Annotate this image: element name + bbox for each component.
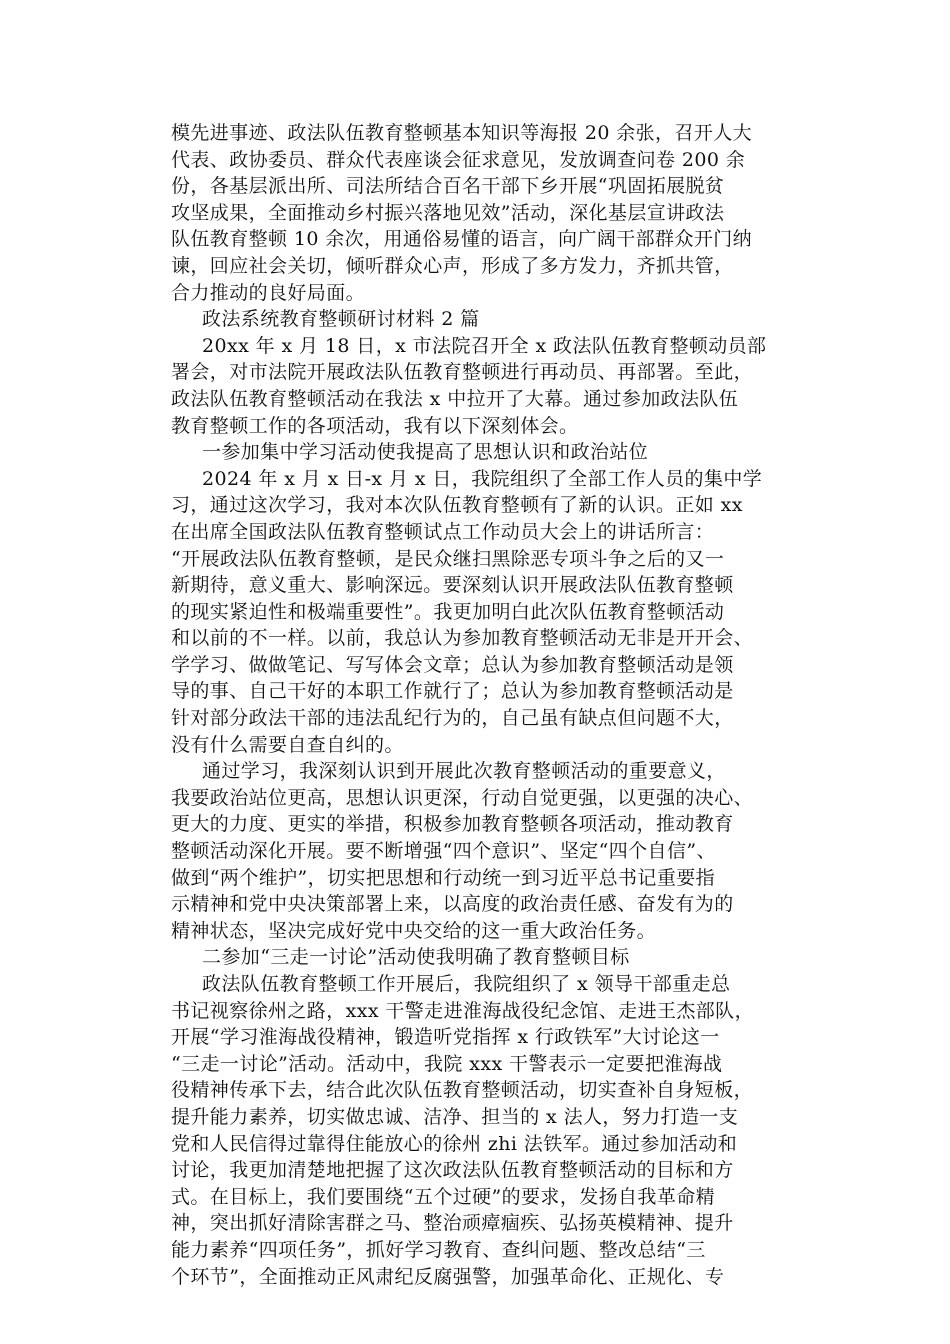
text-line: 讨论，我更加清楚地把握了这次政法队伍教育整顿活动的目标和方: [171, 1159, 734, 1182]
text-line: 我要政治站位更高，思想认识更深，行动自觉更强，以更强的决心、: [171, 786, 754, 809]
text-line: 开展“学习淮海战役精神，锻造听党指挥 x 行政铁军”大讨论这一: [171, 1026, 720, 1049]
text-line: 的现实紧迫性和极端重要性”。我更加明白此次队伍教育整顿活动: [171, 600, 725, 623]
text-line: 署会，对市法院开展政法队伍教育整顿进行再动员、再部署。至此，: [171, 361, 754, 384]
text-line: 式。在目标上，我们要围绕“五个过硬”的要求，发扬自我革命精: [171, 1185, 716, 1208]
text-line: 新期待，意义重大、影响深远。要深刻认识开展政法队伍教育整顿: [171, 574, 734, 597]
paragraph-p4: [171, 439, 811, 466]
text-line: 导的事、自己干好的本职工作就行了；总认为参加教育整顿活动是: [171, 680, 734, 703]
text-line: 书记视察徐州之路，xxx 干警走进淮海战役纪念馆、走进王杰部队，: [171, 999, 754, 1022]
text-line: 神，突出抓好清除害群之马、整治顽瘴痼疾、弘扬英模精神、提升: [171, 1212, 734, 1235]
paragraph-p6: [171, 758, 811, 944]
text-line: 代表、政协委员、群众代表座谈会征求意见，发放调查问卷 200 余: [171, 148, 746, 171]
text-line: 习，通过这次学习，我对本次队伍教育整顿有了新的认识。正如 xx: [171, 494, 743, 517]
text-line: 攻坚成果，全面推动乡村振兴落地见效”活动，深化基层宣讲政法: [171, 201, 725, 224]
text-line: “开展政法队伍教育整顿，是民众继扫黑除恶专项斗争之后的又一: [171, 547, 725, 570]
section-heading-1: 一参加集中学习活动使我提高了思想认识和政治站位: [202, 441, 649, 464]
text-line: 整顿活动深化开展。要不断增强“四个意识”、坚定“四个自信”、: [171, 840, 716, 863]
text-line: 更大的力度、更实的举措，积极参加教育整顿各项活动，推动教育: [171, 813, 734, 836]
text-line: 和以前的不一样。以前，我总认为参加教育整顿活动无非是开开会、: [171, 627, 754, 650]
section-title: 政法系统教育整顿研讨材料 2 篇: [202, 308, 480, 331]
text-line: 20xx 年 x 月 18 日，x 市法院召开全 x 政法队伍教育整顿动员部: [202, 334, 767, 357]
section-heading-2: 二参加“三走一讨论”活动使我明确了教育整顿目标: [202, 946, 630, 969]
document-page: [171, 120, 811, 1290]
text-line: 个环节”，全面推动正风肃纪反腐强警，加强革命化、正规化、专: [171, 1265, 725, 1288]
text-line: 合力推动的良好局面。: [171, 281, 366, 304]
text-line: 通过学习，我深刻认识到开展此次教育整顿活动的重要意义，: [202, 760, 726, 783]
text-line: 示精神和党中央决策部署上来，以高度的政治责任感、奋发有为的: [171, 893, 734, 916]
text-line: 党和人民信得过靠得住能放心的徐州 zhi 法铁军。通过参加活动和: [171, 1132, 738, 1155]
text-line: 做到“两个维护”，切实把思想和行动统一到习近平总书记重要指: [171, 866, 716, 889]
text-line: 份，各基层派出所、司法所结合百名干部下乡开展“巩固拓展脱贫: [171, 175, 725, 198]
text-line: 2024 年 x 月 x 日-x 月 x 日，我院组织了全部工作人员的集中学: [202, 467, 763, 490]
text-line: 政法队伍教育整顿活动在我法 x 中拉开了大幕。通过参加政法队伍: [171, 387, 739, 410]
paragraph-p2: [171, 306, 811, 333]
paragraph-p5: [171, 466, 811, 759]
text-line: 队伍教育整顿 10 余次，用通俗易懂的语言，向广阔干部群众开门纳: [171, 228, 753, 251]
text-line: 役精神传承下去，结合此次队伍教育整顿活动，切实查补自身短板，: [171, 1079, 754, 1102]
text-line: 在出席全国政法队伍教育整顿试点工作动员大会上的讲话所言：: [171, 520, 715, 543]
text-line: 没有什么需要自查自纠的。: [171, 733, 404, 756]
text-line: 学学习、做做笔记、写写体会文章；总认为参加教育整顿活动是领: [171, 653, 734, 676]
paragraph-p3: [171, 333, 811, 439]
text-line: 谏，回应社会关切，倾听群众心声，形成了多方发力，齐抓共管，: [171, 254, 734, 277]
text-line: 精神状态，坚决完成好党中央交给的这一重大政治任务。: [171, 919, 657, 942]
text-line: 政法队伍教育整顿工作开展后，我院组织了 x 领导干部重走总: [202, 973, 731, 995]
text-line: 能力素养“四项任务”，抓好学习教育、查纠问题、整改总结“三: [171, 1238, 706, 1261]
paragraph-p8: [171, 971, 811, 1290]
text-line: 模先进事迹、政法队伍教育整顿基本知识等海报 20 余张，召开人大: [171, 122, 753, 144]
text-line: 教育整顿工作的各项活动，我有以下深刻体会。: [171, 414, 579, 437]
paragraph-p1: [171, 120, 811, 306]
paragraph-p7: [171, 944, 811, 971]
text-line: 提升能力素养，切实做忠诚、洁净、担当的 x 法人，努力打造一支: [171, 1105, 739, 1128]
text-line: “三走一讨论”活动。活动中，我院 xxx 干警表示一定要把淮海战: [171, 1052, 723, 1075]
text-line: 针对部分政法干部的违法乱纪行为的，自己虽有缺点但问题不大，: [171, 707, 734, 730]
